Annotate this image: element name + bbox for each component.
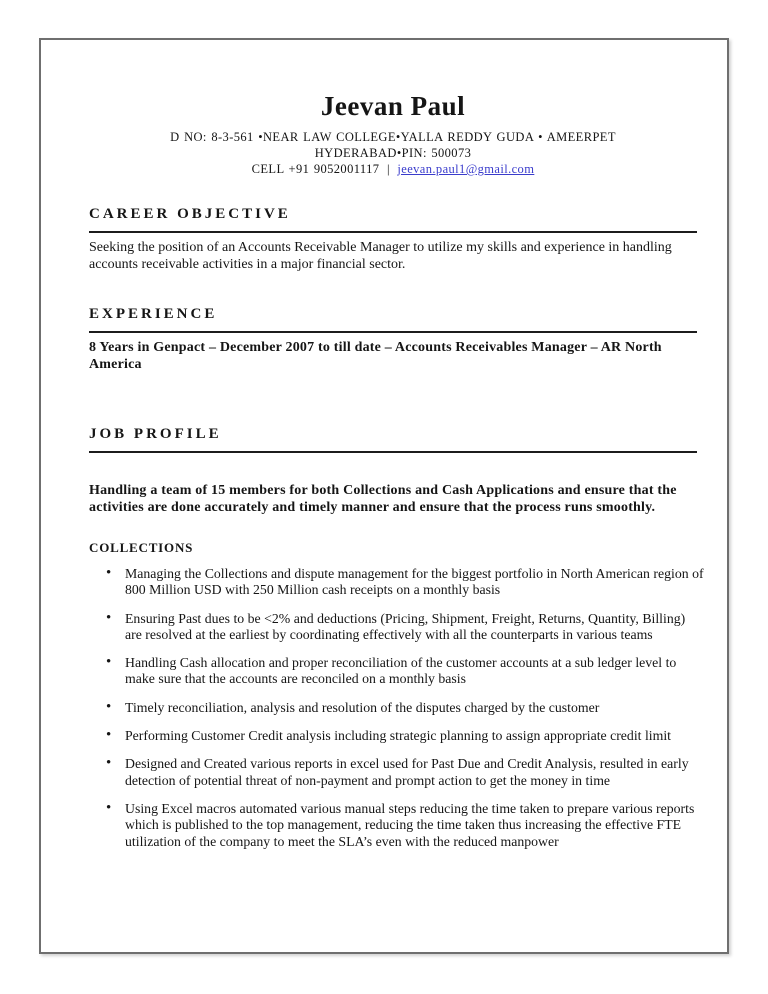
- email-link[interactable]: jeevan.paul1@gmail.com: [397, 162, 535, 176]
- job-profile-lead: Handling a team of 15 members for both Collections and Cash Applications and ensure that the activities are done accurately and timely manner and ensure that the process runs smoothly.: [89, 483, 677, 515]
- collections-heading: COLLECTIONS: [89, 540, 194, 555]
- experience-summary: 8 Years in Genpact – December 2007 to till date – Accounts Receivables Manager – AR North America: [89, 340, 662, 372]
- job-profile-heading: JOB PROFILE: [89, 425, 697, 453]
- bullet-item: • Performing Customer Credit analysis including strategic planning to assign appropriate credit limit: [89, 728, 705, 744]
- section-career-objective: [89, 205, 697, 273]
- phone-number: CELL +91 9052001117: [251, 162, 380, 176]
- bullet-item: • Designed and Created various reports in excel used for Past Due and Credit Analysis, resulted in early detection of potential threat of non-payment and prompt action to get the money in time: [89, 756, 705, 789]
- resume-header: [89, 90, 697, 177]
- section-experience: [89, 305, 697, 373]
- address-line-1: D NO: 8-3-561 •NEAR LAW COLLEGE•YALLA REDDY GUDA • AMEERPET: [170, 130, 616, 144]
- experience-heading: EXPERIENCE: [89, 305, 697, 333]
- contact-separator: |: [386, 162, 390, 176]
- collections-bullet-list: [89, 566, 705, 850]
- resume-name: Jeevan Paul: [320, 91, 466, 121]
- bullet-item: • Managing the Collections and dispute management for the biggest portfolio in North American region of 800 Million USD with 250 Million cash receipts on a monthly basis: [89, 566, 705, 599]
- bullet-item: • Ensuring Past dues to be <2% and deductions (Pricing, Shipment, Freight, Returns, Quantity, Billing) are resolved at the earliest by coordinating effectively with all the counterparts in various teams: [89, 611, 705, 644]
- career-objective-text: Seeking the position of an Accounts Receivable Manager to utilize my skills and experience in handling accounts receivable activities in a major financial sector.: [89, 240, 672, 272]
- career-objective-heading: CAREER OBJECTIVE: [89, 205, 697, 233]
- resume-page: [39, 38, 729, 954]
- section-job-profile: [89, 425, 704, 850]
- bullet-item: • Using Excel macros automated various manual steps reducing the time taken to prepare various reports which is published to the top management, reducing the time taken thus increasing the effective FTE utilization of the company to meet the SLA’s even with the reduced manpower: [89, 801, 705, 850]
- address-line-2: HYDERABAD•PIN: 500073: [314, 146, 472, 160]
- bullet-item: • Timely reconciliation, analysis and resolution of the disputes charged by the customer: [89, 700, 705, 716]
- address-block: [89, 129, 697, 177]
- bullet-item: • Handling Cash allocation and proper reconciliation of the customer accounts at a sub ledger level to make sure that the accounts are reconciled on a monthly basis: [89, 655, 705, 688]
- contact-line: [89, 161, 697, 177]
